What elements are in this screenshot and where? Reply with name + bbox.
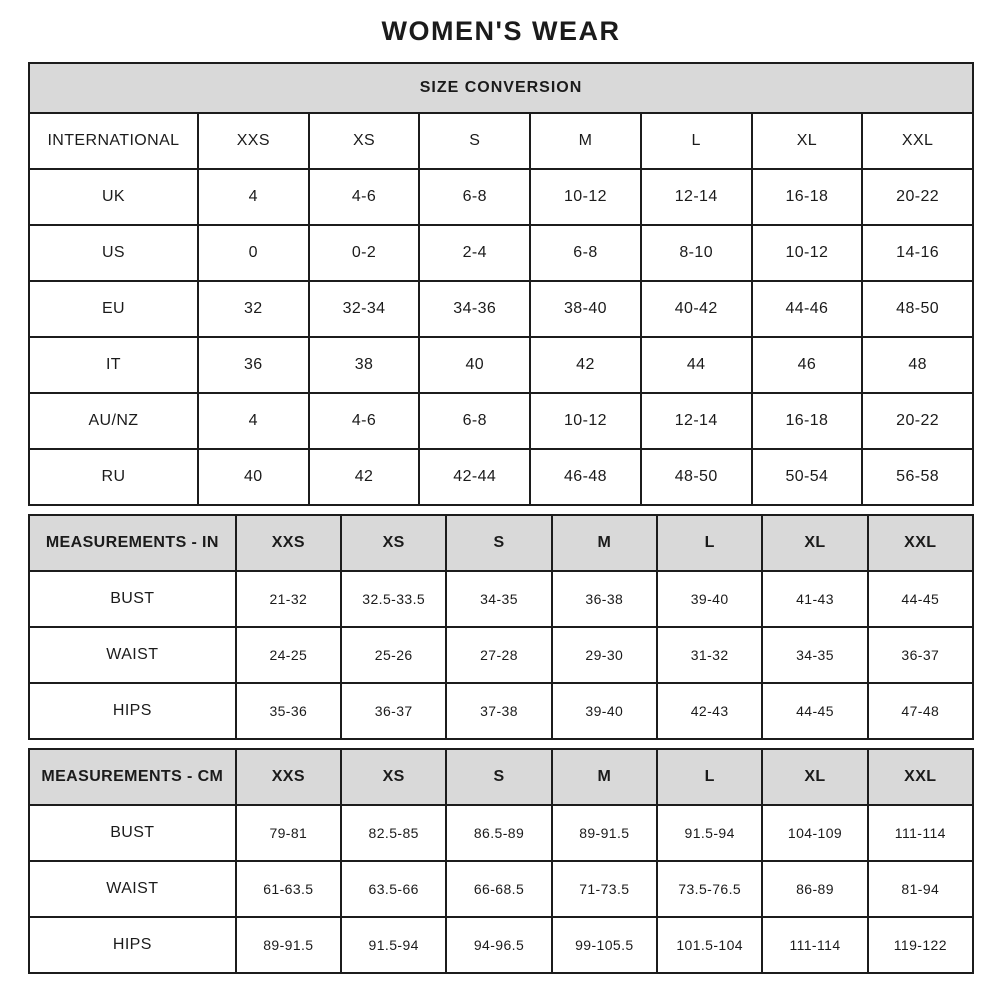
measurement-cell: 89-91.5 — [552, 805, 657, 861]
measurement-cell: 21-32 — [236, 571, 341, 627]
measurement-cell: 91.5-94 — [657, 805, 762, 861]
size-cell: 32-34 — [309, 281, 420, 337]
row-label: RU — [29, 449, 198, 505]
measurement-cell: 44-45 — [762, 683, 867, 739]
size-cell: 40-42 — [641, 281, 752, 337]
size-cell: 44 — [641, 337, 752, 393]
measurement-cell: 111-114 — [762, 917, 867, 973]
measurement-cell: 73.5-76.5 — [657, 861, 762, 917]
column-header-xxs: XXS — [236, 749, 341, 805]
row-label: UK — [29, 169, 198, 225]
row-label: WAIST — [29, 861, 236, 917]
measurement-cell: 99-105.5 — [552, 917, 657, 973]
measurement-cell: 119-122 — [868, 917, 973, 973]
size-cell: 6-8 — [419, 169, 530, 225]
measurement-cell: 36-37 — [868, 627, 973, 683]
row-label: HIPS — [29, 683, 236, 739]
table-row-ru — [29, 449, 973, 505]
measurement-cell: 39-40 — [552, 683, 657, 739]
column-header-xs: XS — [341, 749, 446, 805]
measurement-cell: 86-89 — [762, 861, 867, 917]
row-label: WAIST — [29, 627, 236, 683]
measurement-cell: 61-63.5 — [236, 861, 341, 917]
column-header-xl: XL — [762, 749, 867, 805]
measurement-cell: 63.5-66 — [341, 861, 446, 917]
measurement-cell: 31-32 — [657, 627, 762, 683]
size-cell: 50-54 — [752, 449, 863, 505]
column-header-xs: XS — [309, 113, 420, 169]
measurements-in-table — [28, 514, 974, 740]
column-header-l: L — [641, 113, 752, 169]
size-cell: 16-18 — [752, 393, 863, 449]
measurement-cell: 71-73.5 — [552, 861, 657, 917]
measurement-cell: 42-43 — [657, 683, 762, 739]
column-header-xxl: XXL — [868, 749, 973, 805]
column-header-s: S — [446, 749, 551, 805]
size-conversion-title: SIZE CONVERSION — [29, 63, 973, 113]
measurement-cell: 41-43 — [762, 571, 867, 627]
size-cell: 38-40 — [530, 281, 641, 337]
measurement-cell: 24-25 — [236, 627, 341, 683]
size-cell: 10-12 — [530, 393, 641, 449]
measurement-cell: 86.5-89 — [446, 805, 551, 861]
measurement-cell: 94-96.5 — [446, 917, 551, 973]
column-header-xs: XS — [341, 515, 446, 571]
column-header-xl: XL — [762, 515, 867, 571]
size-cell: 0-2 — [309, 225, 420, 281]
measurement-cell: 81-94 — [868, 861, 973, 917]
size-cell: 46-48 — [530, 449, 641, 505]
table-row-waist-in — [29, 627, 973, 683]
measurements-in-title: MEASUREMENTS - IN — [29, 515, 236, 571]
size-cell: 20-22 — [862, 393, 973, 449]
measurement-cell: 36-38 — [552, 571, 657, 627]
column-header-xxs: XXS — [236, 515, 341, 571]
column-header-xl: XL — [752, 113, 863, 169]
measurement-cell: 47-48 — [868, 683, 973, 739]
measurement-cell: 32.5-33.5 — [341, 571, 446, 627]
size-cell: 42 — [309, 449, 420, 505]
table-row-aunz — [29, 393, 973, 449]
size-conversion-header-row — [29, 113, 973, 169]
measurement-cell: 89-91.5 — [236, 917, 341, 973]
row-label: EU — [29, 281, 198, 337]
measurement-cell: 34-35 — [446, 571, 551, 627]
measurements-cm-header-row — [29, 749, 973, 805]
column-header-m: M — [552, 515, 657, 571]
size-cell: 42 — [530, 337, 641, 393]
measurement-cell: 101.5-104 — [657, 917, 762, 973]
size-conversion-banner-row — [29, 63, 973, 113]
table-row-bust-in — [29, 571, 973, 627]
measurement-cell: 29-30 — [552, 627, 657, 683]
row-label: HIPS — [29, 917, 236, 973]
measurement-cell: 44-45 — [868, 571, 973, 627]
size-cell: 2-4 — [419, 225, 530, 281]
size-cell: 0 — [198, 225, 309, 281]
column-header-xxl: XXL — [862, 113, 973, 169]
size-cell: 44-46 — [752, 281, 863, 337]
column-header-xxs: XXS — [198, 113, 309, 169]
size-cell: 8-10 — [641, 225, 752, 281]
size-cell: 14-16 — [862, 225, 973, 281]
measurements-in-header-row — [29, 515, 973, 571]
size-cell: 6-8 — [530, 225, 641, 281]
row-label: US — [29, 225, 198, 281]
table-row-bust-cm — [29, 805, 973, 861]
row-label: BUST — [29, 805, 236, 861]
size-cell: 12-14 — [641, 393, 752, 449]
measurement-cell: 37-38 — [446, 683, 551, 739]
size-conversion-table — [28, 62, 974, 506]
row-label: IT — [29, 337, 198, 393]
size-cell: 20-22 — [862, 169, 973, 225]
column-header-s: S — [419, 113, 530, 169]
size-cell: 48-50 — [862, 281, 973, 337]
table-row-uk — [29, 169, 973, 225]
size-cell: 16-18 — [752, 169, 863, 225]
measurement-cell: 36-37 — [341, 683, 446, 739]
size-cell: 48-50 — [641, 449, 752, 505]
size-cell: 48 — [862, 337, 973, 393]
row-label: BUST — [29, 571, 236, 627]
measurement-cell: 91.5-94 — [341, 917, 446, 973]
size-cell: 42-44 — [419, 449, 530, 505]
measurement-cell: 25-26 — [341, 627, 446, 683]
measurement-cell: 35-36 — [236, 683, 341, 739]
measurements-cm-title: MEASUREMENTS - CM — [29, 749, 236, 805]
row-label: AU/NZ — [29, 393, 198, 449]
measurement-cell: 111-114 — [868, 805, 973, 861]
measurement-cell: 79-81 — [236, 805, 341, 861]
table-row-us — [29, 225, 973, 281]
size-cell: 56-58 — [862, 449, 973, 505]
size-cell: 40 — [419, 337, 530, 393]
size-cell: 46 — [752, 337, 863, 393]
measurements-cm-table — [28, 748, 974, 974]
size-cell: 36 — [198, 337, 309, 393]
table-row-hips-cm — [29, 917, 973, 973]
size-cell: 38 — [309, 337, 420, 393]
table-row-waist-cm — [29, 861, 973, 917]
size-cell: 4 — [198, 393, 309, 449]
size-cell: 4 — [198, 169, 309, 225]
size-cell: 4-6 — [309, 169, 420, 225]
measurement-cell: 39-40 — [657, 571, 762, 627]
column-header-l: L — [657, 515, 762, 571]
column-header-m: M — [552, 749, 657, 805]
measurement-cell: 34-35 — [762, 627, 867, 683]
column-header-s: S — [446, 515, 551, 571]
size-cell: 12-14 — [641, 169, 752, 225]
measurement-cell: 27-28 — [446, 627, 551, 683]
table-row-eu — [29, 281, 973, 337]
size-cell: 10-12 — [752, 225, 863, 281]
size-cell: 10-12 — [530, 169, 641, 225]
measurement-cell: 82.5-85 — [341, 805, 446, 861]
size-cell: 34-36 — [419, 281, 530, 337]
column-header-l: L — [657, 749, 762, 805]
column-header-xxl: XXL — [868, 515, 973, 571]
table-row-it — [29, 337, 973, 393]
measurement-cell: 66-68.5 — [446, 861, 551, 917]
size-cell: 40 — [198, 449, 309, 505]
size-cell: 6-8 — [419, 393, 530, 449]
table-row-hips-in — [29, 683, 973, 739]
measurement-cell: 104-109 — [762, 805, 867, 861]
column-header-m: M — [530, 113, 641, 169]
size-cell: 4-6 — [309, 393, 420, 449]
size-cell: 32 — [198, 281, 309, 337]
page-title: WOMEN'S WEAR — [381, 16, 621, 46]
column-header-international: INTERNATIONAL — [29, 113, 198, 169]
